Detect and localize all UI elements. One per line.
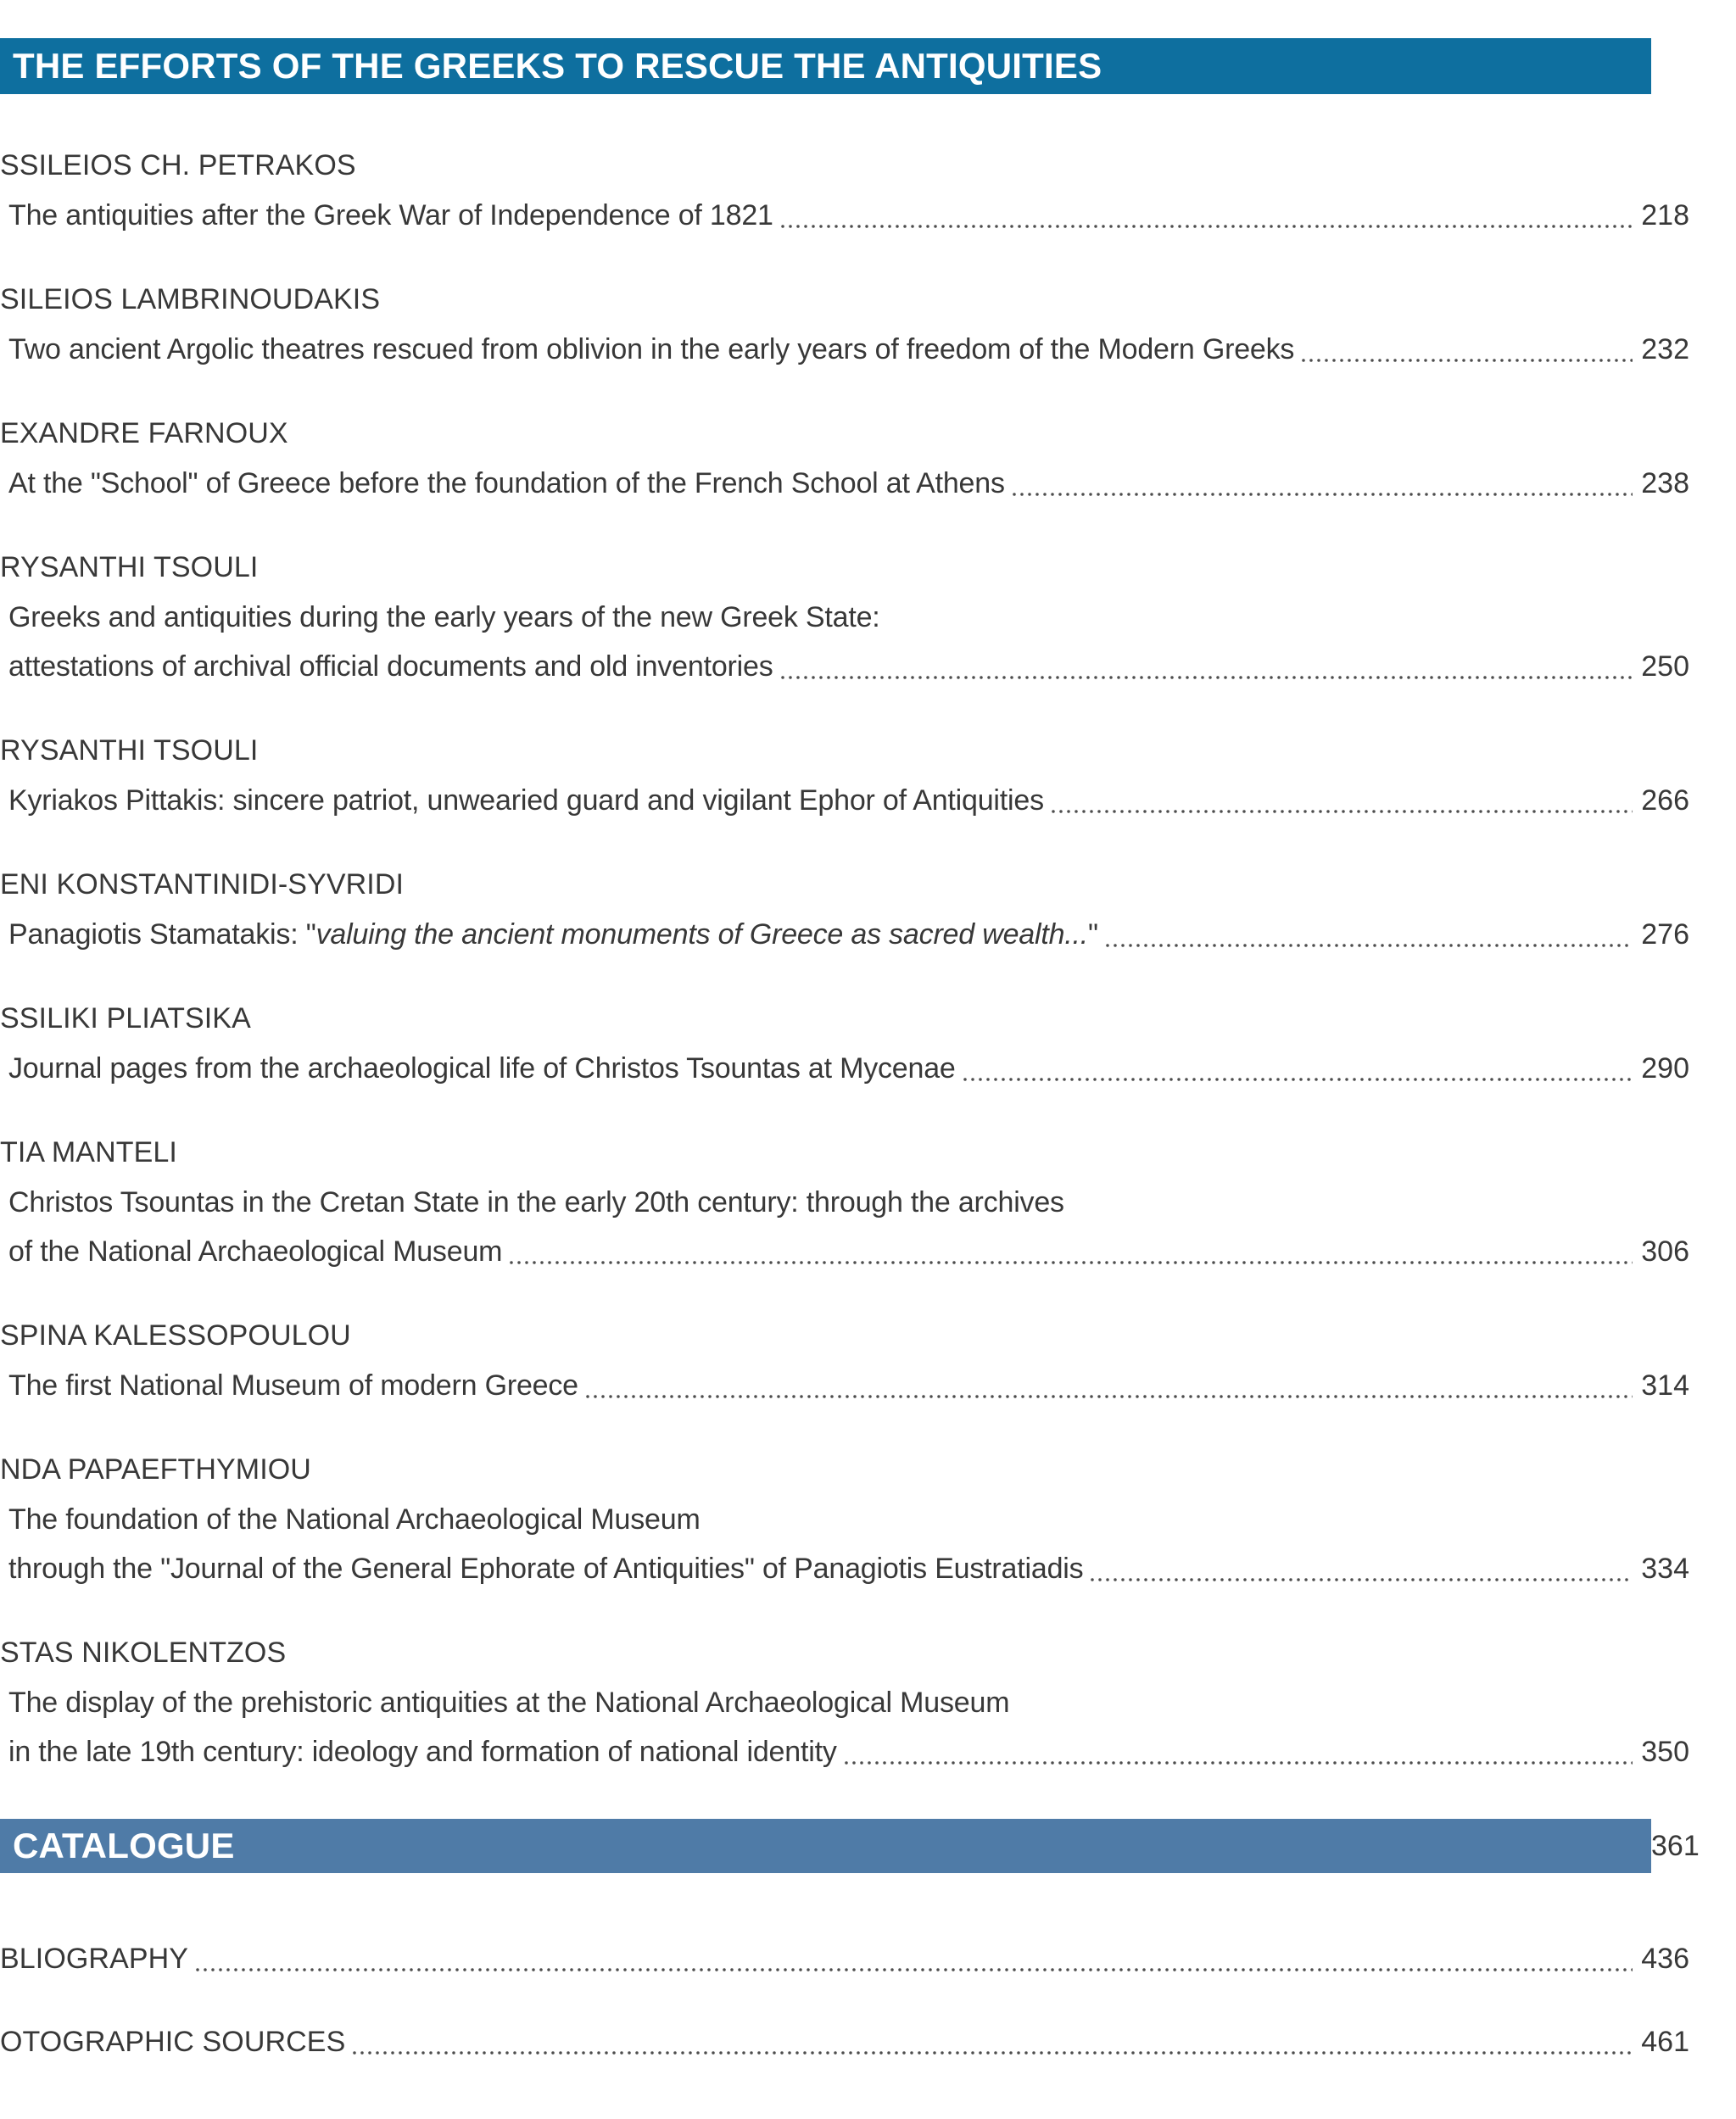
- toc-entry-author: SPINA KALESSOPOULOU: [0, 1319, 351, 1352]
- back-matter-label: OTOGRAPHIC SOURCES: [0, 2026, 346, 2058]
- page-number: 461: [1641, 2026, 1689, 2058]
- title-text: attestations of archival official documents and old inventories: [8, 650, 773, 683]
- title-text: of the National Archaeological Museum: [8, 1235, 503, 1268]
- toc-page: [0, 38, 1736, 2119]
- title-text: through the "Journal of the General Ephorate of Antiquities" of Panagiotis Eustratiadis: [8, 1553, 1084, 1585]
- back-matter-row: [0, 2017, 1736, 2066]
- catalogue-page-number: 361: [1651, 1829, 1700, 1862]
- toc-entry-author: EXANDRE FARNOUX: [0, 417, 288, 449]
- toc-entry-author: ENI KONSTANTINIDI-SYVRIDI: [0, 868, 405, 901]
- dotted-leader: [1091, 1578, 1633, 1581]
- section-header-bar: [0, 38, 1651, 94]
- title-text: Two ancient Argolic theatres rescued from oblivion in the early years of freedom of the Modern Greeks: [8, 333, 1295, 365]
- dotted-leader: [963, 1078, 1633, 1081]
- dotted-leader: [845, 1761, 1633, 1765]
- toc-title-line: [0, 1178, 1736, 1227]
- toc-entry: [0, 416, 1736, 508]
- title-text: Journal pages from the archaeological life of Christos Tsountas at Mycenae: [8, 1052, 956, 1085]
- dotted-leader: [1106, 944, 1633, 947]
- toc-entry-author: RYSANTHI TSOULI: [0, 551, 259, 583]
- dotted-leader: [1302, 359, 1633, 362]
- toc-entry: [0, 1636, 1736, 1776]
- page-number: 276: [1641, 918, 1689, 951]
- toc-entry: [0, 1001, 1736, 1093]
- title-text: Greeks and antiquities during the early years of the new Greek State:: [8, 601, 880, 633]
- title-text: Christos Tsountas in the Cretan State in the early 20th century: through the archives: [8, 1186, 1064, 1218]
- toc-title-line-with-page: [0, 642, 1736, 691]
- toc-title-line-with-page: [0, 1361, 1736, 1410]
- toc-title-line: [0, 593, 1736, 642]
- page-number: 250: [1641, 650, 1689, 683]
- title-text: [8, 910, 1098, 959]
- toc-entry: [0, 1135, 1736, 1276]
- toc-entry: [0, 733, 1736, 825]
- toc-entry-author: TIA MANTELI: [0, 1136, 177, 1168]
- toc-entry-author: NDA PAPAEFTHYMIOU: [0, 1453, 311, 1486]
- dotted-leader: [781, 225, 1633, 228]
- title-text: The display of the prehistoric antiquities at the National Archaeological Museum: [8, 1687, 1010, 1719]
- page-number: 350: [1641, 1736, 1689, 1768]
- toc-title-line: [0, 1495, 1736, 1544]
- page-number: 314: [1641, 1369, 1689, 1402]
- title-italic-segment: valuing the ancient monuments of Greece as sacred wealth...: [315, 918, 1089, 951]
- toc-title-line-with-page: [0, 325, 1736, 374]
- catalogue-bar: [0, 1819, 1651, 1873]
- dotted-leader: [781, 676, 1633, 679]
- toc-title-line-with-page: [0, 1544, 1736, 1593]
- section-header-label: THE EFFORTS OF THE GREEKS TO RESCUE THE ANTIQUITIES: [13, 46, 1102, 86]
- dotted-leader: [1052, 810, 1633, 813]
- title-text: The first National Museum of modern Greece: [8, 1369, 578, 1402]
- dotted-leader: [353, 2051, 1633, 2055]
- catalogue-row: [0, 1819, 1736, 1873]
- page-number: 334: [1641, 1553, 1689, 1585]
- toc-entry: [0, 148, 1736, 240]
- toc-title-line-with-page: [0, 1227, 1736, 1276]
- title-text: in the late 19th century: ideology and formation of national identity: [8, 1736, 837, 1768]
- page-number: 436: [1641, 1943, 1689, 1975]
- title-text: The antiquities after the Greek War of Independence of 1821: [8, 199, 773, 231]
- toc-title-line-with-page: [0, 776, 1736, 825]
- toc-entry-author: SSILEIOS CH. PETRAKOS: [0, 149, 356, 181]
- toc-entries: [0, 148, 1736, 1776]
- page-number: 306: [1641, 1235, 1689, 1268]
- toc-entry: [0, 550, 1736, 691]
- page-number: 238: [1641, 467, 1689, 499]
- dotted-leader: [586, 1395, 1633, 1398]
- page-number: 232: [1641, 333, 1689, 365]
- back-matter-label: BLIOGRAPHY: [0, 1943, 189, 1975]
- toc-title-line-with-page: [0, 191, 1736, 240]
- dotted-leader: [1013, 493, 1633, 496]
- toc-title-line-with-page: [0, 459, 1736, 508]
- back-matter: [0, 1934, 1736, 2066]
- toc-title-line: [0, 1678, 1736, 1727]
- dotted-leader: [510, 1261, 1633, 1264]
- toc-entry-author: SSILIKI PLIATSIKA: [0, 1002, 251, 1034]
- toc-title-line-with-page: [0, 910, 1736, 959]
- page-number: 266: [1641, 784, 1689, 817]
- toc-entry: [0, 1319, 1736, 1410]
- toc-entry-author: STAS NIKOLENTZOS: [0, 1637, 287, 1669]
- toc-entry: [0, 1453, 1736, 1593]
- title-text-segment: Panagiotis Stamatakis: ": [8, 918, 316, 951]
- title-text: The foundation of the National Archaeological Museum: [8, 1503, 701, 1536]
- dotted-leader: [196, 1968, 1633, 1971]
- toc-entry-author: RYSANTHI TSOULI: [0, 734, 259, 767]
- back-matter-row: [0, 1934, 1736, 1983]
- toc-title-line-with-page: [0, 1044, 1736, 1093]
- title-text: At the "School" of Greece before the foundation of the French School at Athens: [8, 467, 1005, 499]
- toc-title-line-with-page: [0, 1727, 1736, 1776]
- catalogue-label: CATALOGUE: [13, 1826, 235, 1865]
- page-number: 218: [1641, 199, 1689, 231]
- page-number: 290: [1641, 1052, 1689, 1085]
- toc-entry-author: SILEIOS LAMBRINOUDAKIS: [0, 283, 381, 315]
- toc-entry: [0, 867, 1736, 959]
- title-text: Kyriakos Pittakis: sincere patriot, unwearied guard and vigilant Ephor of Antiquities: [8, 784, 1044, 817]
- toc-entry: [0, 282, 1736, 374]
- title-text-segment: ": [1088, 918, 1098, 951]
